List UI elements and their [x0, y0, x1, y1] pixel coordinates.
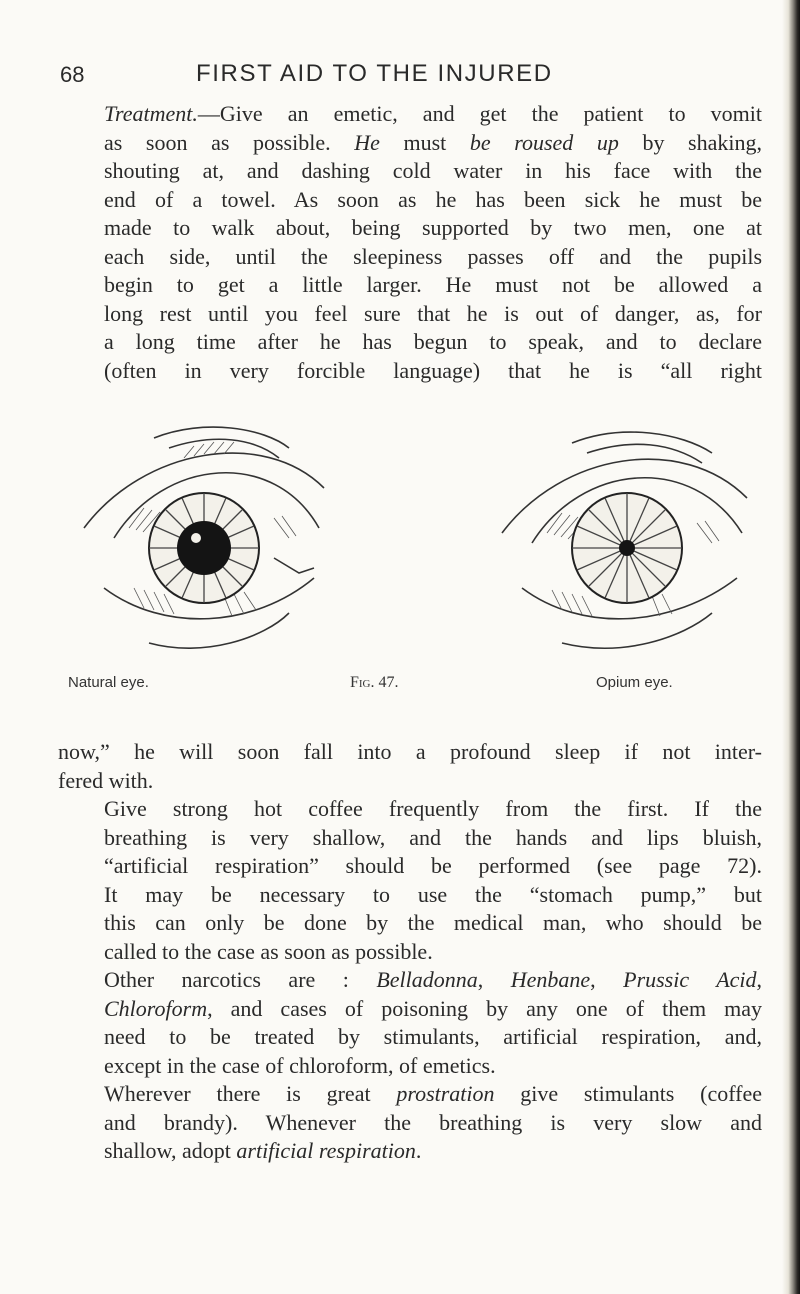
- caption-natural-eye: Natural eye.: [68, 674, 149, 691]
- figure-47: [60, 418, 760, 718]
- natural-eye-illustration: [74, 418, 354, 658]
- caption-opium-eye: Opium eye.: [596, 674, 673, 691]
- treatment-label: Treatment.: [104, 101, 198, 126]
- running-title: FIRST AID TO THE INJURED: [196, 60, 553, 87]
- paragraph-treatment: Treatment.—Give an emetic, and get the patient to vomit as soon as possible. He must be roused up by shaking, shouting at, and dashing cold water in his face with the end of a towel. As soon as he has been sick he must be made to walk about, being supported by two men, one at each side, until the sleepiness passes off and the pupils begin to get a little larger. He must not be allowed a long rest until you feel sure that he is out of danger, as, for a long time after he has begun to speak, and to declare (often in very forcible language) that he is “all right: [104, 101, 762, 383]
- figure-number: Fig. 47.: [350, 674, 399, 691]
- page-number: 68: [60, 62, 85, 87]
- paragraph-continuation: now,” he will soon fall into a profound sleep if not inter- fered with. Give strong hot coffee frequently from the first. If the breathing is very shallow, and the hands and lips bluish, “artificial respiration” should be performed (see page 72). It may be necessary to use the “stomach pump,” but this can only be done by the medical man, who should be called to the case as soon as possible. Other narcotics are : Belladonna, Henbane, Prussic Acid, Chloroform, and cases of poisoning by any one of them may need to be treated by stimulants, artificial respiration, and, except in the case of chloroform, of emetics. Wherever there is great prostration give stimulants (coffee and brandy). Whenever the breathing is very slow and shallow, adopt artificial respiration.: [58, 738, 762, 1166]
- page-edge-shadow: [782, 0, 800, 1294]
- page-header: [0, 58, 800, 92]
- paragraph-prostration: Wherever there is great prostration give stimulants (coffee and brandy). Whenever the breathing is very slow and shallow, adopt artificial respiration.: [104, 1081, 762, 1163]
- paragraph-narcotics: Other narcotics are : Belladonna, Henbane, Prussic Acid, Chloroform, and cases of poisoning by any one of them may need to be treated by stimulants, artificial respiration, and, except in the case of chloroform, of emetics.: [104, 967, 763, 1078]
- paragraph-coffee: Give strong hot coffee frequently from the first. If the breathing is very shallow, and the hands and lips bluish, “artificial respiration” should be performed (see page 72). It may be necessary to use the “stomach pump,” but this can only be done by the medical man, who should be called to the case as soon as possible.: [104, 796, 762, 964]
- opium-eye-illustration: [492, 418, 772, 658]
